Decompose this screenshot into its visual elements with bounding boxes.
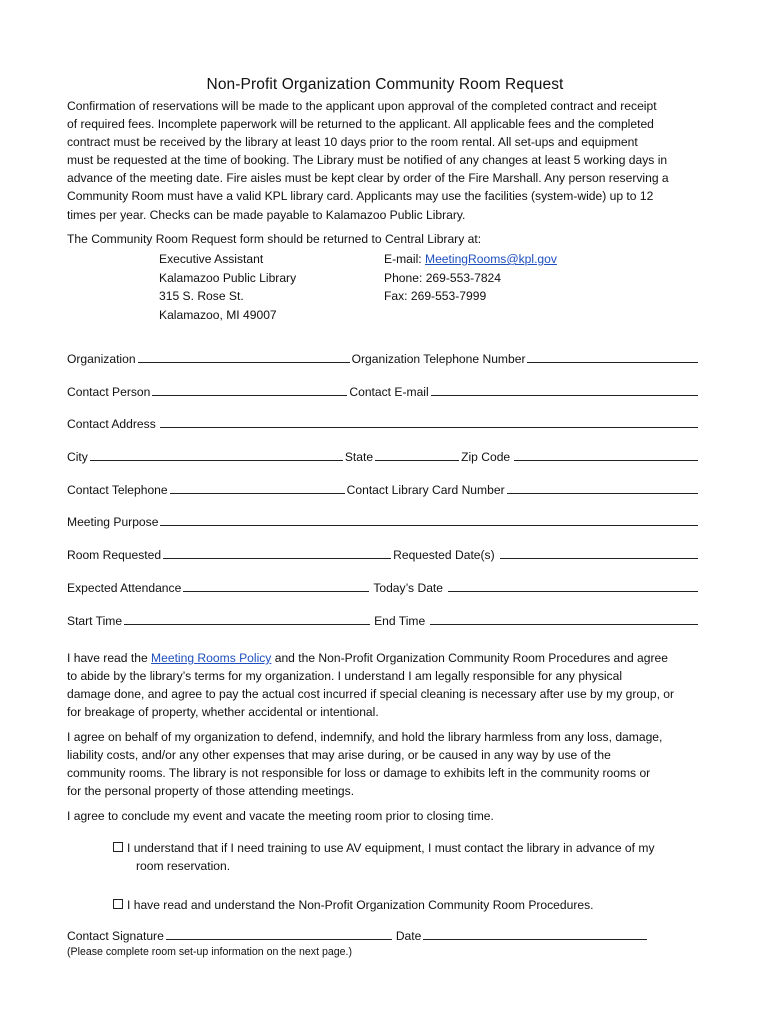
organization-blank[interactable] <box>138 362 350 363</box>
contact-email-label: Contact E-mail <box>349 385 429 399</box>
return-instructions: The Community Room Request form should be returned to Central Library at: <box>67 232 482 246</box>
row-meeting-purpose <box>67 513 700 529</box>
intro-line: advance of the meeting date. Fire aisles must be kept clear by order of the Fire Marshall. Any person reserving a <box>67 171 669 186</box>
requested-dates-label: Requested Date(s) <box>393 548 495 562</box>
requested-dates-blank[interactable] <box>500 558 698 559</box>
room-requested-label: Room Requested <box>67 548 162 562</box>
mailing-address <box>159 250 296 324</box>
fax-line: Fax: 269-553-7999 <box>384 289 487 303</box>
zip-blank[interactable] <box>514 460 698 461</box>
address-line: Kalamazoo Public Library <box>159 270 297 285</box>
contact-signature-label: Contact Signature <box>67 929 164 943</box>
todays-date-blank[interactable] <box>448 591 698 592</box>
procedures-text: I have read and understand the Non-Profit Organization Community Room Procedures. <box>127 898 594 912</box>
city-label: City <box>67 450 88 464</box>
agreement-policy <box>67 649 707 721</box>
state-label: State <box>344 450 374 464</box>
zip-label: Zip Code <box>461 450 511 464</box>
av-checkbox[interactable] <box>113 842 123 852</box>
agreement-indemnify <box>67 728 707 800</box>
contact-address-label: Contact Address <box>67 417 156 431</box>
row-contact-person <box>67 383 700 399</box>
row-city-state-zip <box>67 448 700 464</box>
agreement-prefix: I have read the <box>67 651 152 665</box>
meeting-purpose-label: Meeting Purpose <box>67 515 159 529</box>
agreement-line: damage done, and agree to pay the actual cost incurred if special cleaning is necessary after use by my group, or <box>67 687 675 702</box>
agreement-line: liability costs, and/or any other expenses that may arise during, or be caused in any way by use of the <box>67 748 611 763</box>
library-card-blank[interactable] <box>507 493 698 494</box>
phone-line: Phone: 269-553-7824 <box>384 270 502 285</box>
av-line-2: room reservation. <box>136 859 231 873</box>
procedures-checkbox[interactable] <box>113 899 123 909</box>
page-title: Non-Profit Organization Community Room Request <box>206 76 564 93</box>
row-contact-address <box>67 415 700 431</box>
agreement-line: to abide by the library’s terms for my organization. I understand I am legally responsible for any physical <box>67 669 623 684</box>
contact-email-blank[interactable] <box>431 395 698 396</box>
intro-paragraph <box>67 97 707 224</box>
todays-date-label: Today’s Date <box>373 581 444 595</box>
row-signature <box>67 927 700 943</box>
contact-signature-blank[interactable] <box>166 939 392 940</box>
city-blank[interactable] <box>90 460 343 461</box>
agreement-line <box>67 649 707 667</box>
state-blank[interactable] <box>375 460 459 461</box>
end-time-label: End Time <box>374 614 426 628</box>
checkbox-procedures <box>113 896 594 914</box>
contact-telephone-blank[interactable] <box>170 493 345 494</box>
contact-telephone-label: Contact Telephone <box>67 483 168 497</box>
intro-line: must be requested at the time of booking. The Library must be notified of any changes at least 5 working days in <box>67 153 668 168</box>
contact-person-label: Contact Person <box>67 385 151 399</box>
address-line: Executive Assistant <box>159 252 264 266</box>
row-organization <box>67 350 700 366</box>
checkbox-av-training <box>113 839 655 875</box>
agreement-line: for breakage of property, whether accidental or intentional. <box>67 705 379 720</box>
agreement-line: community rooms. The library is not responsible for loss or damage to exhibits left in the community rooms or <box>67 766 651 781</box>
intro-line: Community Room must have a valid KPL library card. Applicants may use the facilities (system-wide) up to 12 <box>67 189 654 204</box>
row-times <box>67 612 700 628</box>
intro-line: times per year. Checks can be made payable to Kalamazoo Public Library. <box>67 207 466 222</box>
room-requested-blank[interactable] <box>163 558 391 559</box>
intro-line: of required fees. Incomplete paperwork will be returned to the applicant. All applicable fees and the completed <box>67 117 654 132</box>
organization-label: Organization <box>67 352 136 366</box>
row-room-dates <box>67 546 700 562</box>
meeting-rooms-policy-link[interactable]: Meeting Rooms Policy <box>151 651 272 665</box>
contact-person-blank[interactable] <box>152 395 347 396</box>
start-time-blank[interactable] <box>124 624 370 625</box>
meeting-purpose-blank[interactable] <box>160 525 698 526</box>
footnote: (Please complete room set-up information on the next page.) <box>67 946 353 958</box>
row-attendance-date <box>67 579 700 595</box>
agreement-line: I agree on behalf of my organization to defend, indemnify, and hold the library harmless from any loss, damage, <box>67 730 663 744</box>
intro-line: Confirmation of reservations will be made to the applicant upon approval of the completed contract and receipt <box>67 99 657 113</box>
end-time-blank[interactable] <box>430 624 698 625</box>
expected-attendance-blank[interactable] <box>183 591 369 592</box>
av-text: I understand that if I need training to use AV equipment, I must contact the library in advance of my <box>127 841 655 855</box>
address-line: Kalamazoo, MI 49007 <box>159 307 277 322</box>
contact-info <box>384 250 557 306</box>
date-label: Date <box>395 929 422 943</box>
agreement-line: for the personal property of those attending meetings. <box>67 784 355 799</box>
intro-line: contract must be received by the library at least 10 days prior to the room rental. All set-ups and equipment <box>67 135 638 150</box>
expected-attendance-label: Expected Attendance <box>67 581 182 595</box>
library-card-label: Contact Library Card Number <box>346 483 505 497</box>
row-telephone-card <box>67 481 700 497</box>
email-link[interactable]: MeetingRooms@kpl.gov <box>425 252 557 266</box>
procedures-line <box>113 896 594 914</box>
agreement-closing-time: I agree to conclude my event and vacate the meeting room prior to closing time. <box>67 809 494 823</box>
agreement-line-rest: and the Non-Profit Organization Community Room Procedures and agree <box>271 651 668 665</box>
av-line <box>113 839 655 857</box>
org-phone-label: Organization Telephone Number <box>351 352 526 366</box>
date-blank[interactable] <box>423 939 647 940</box>
address-line: 315 S. Rose St. <box>159 289 244 303</box>
email-label: E-mail: <box>384 252 425 266</box>
org-phone-blank[interactable] <box>527 362 698 363</box>
email-line <box>384 250 557 269</box>
contact-address-blank[interactable] <box>160 427 698 428</box>
start-time-label: Start Time <box>67 614 123 628</box>
